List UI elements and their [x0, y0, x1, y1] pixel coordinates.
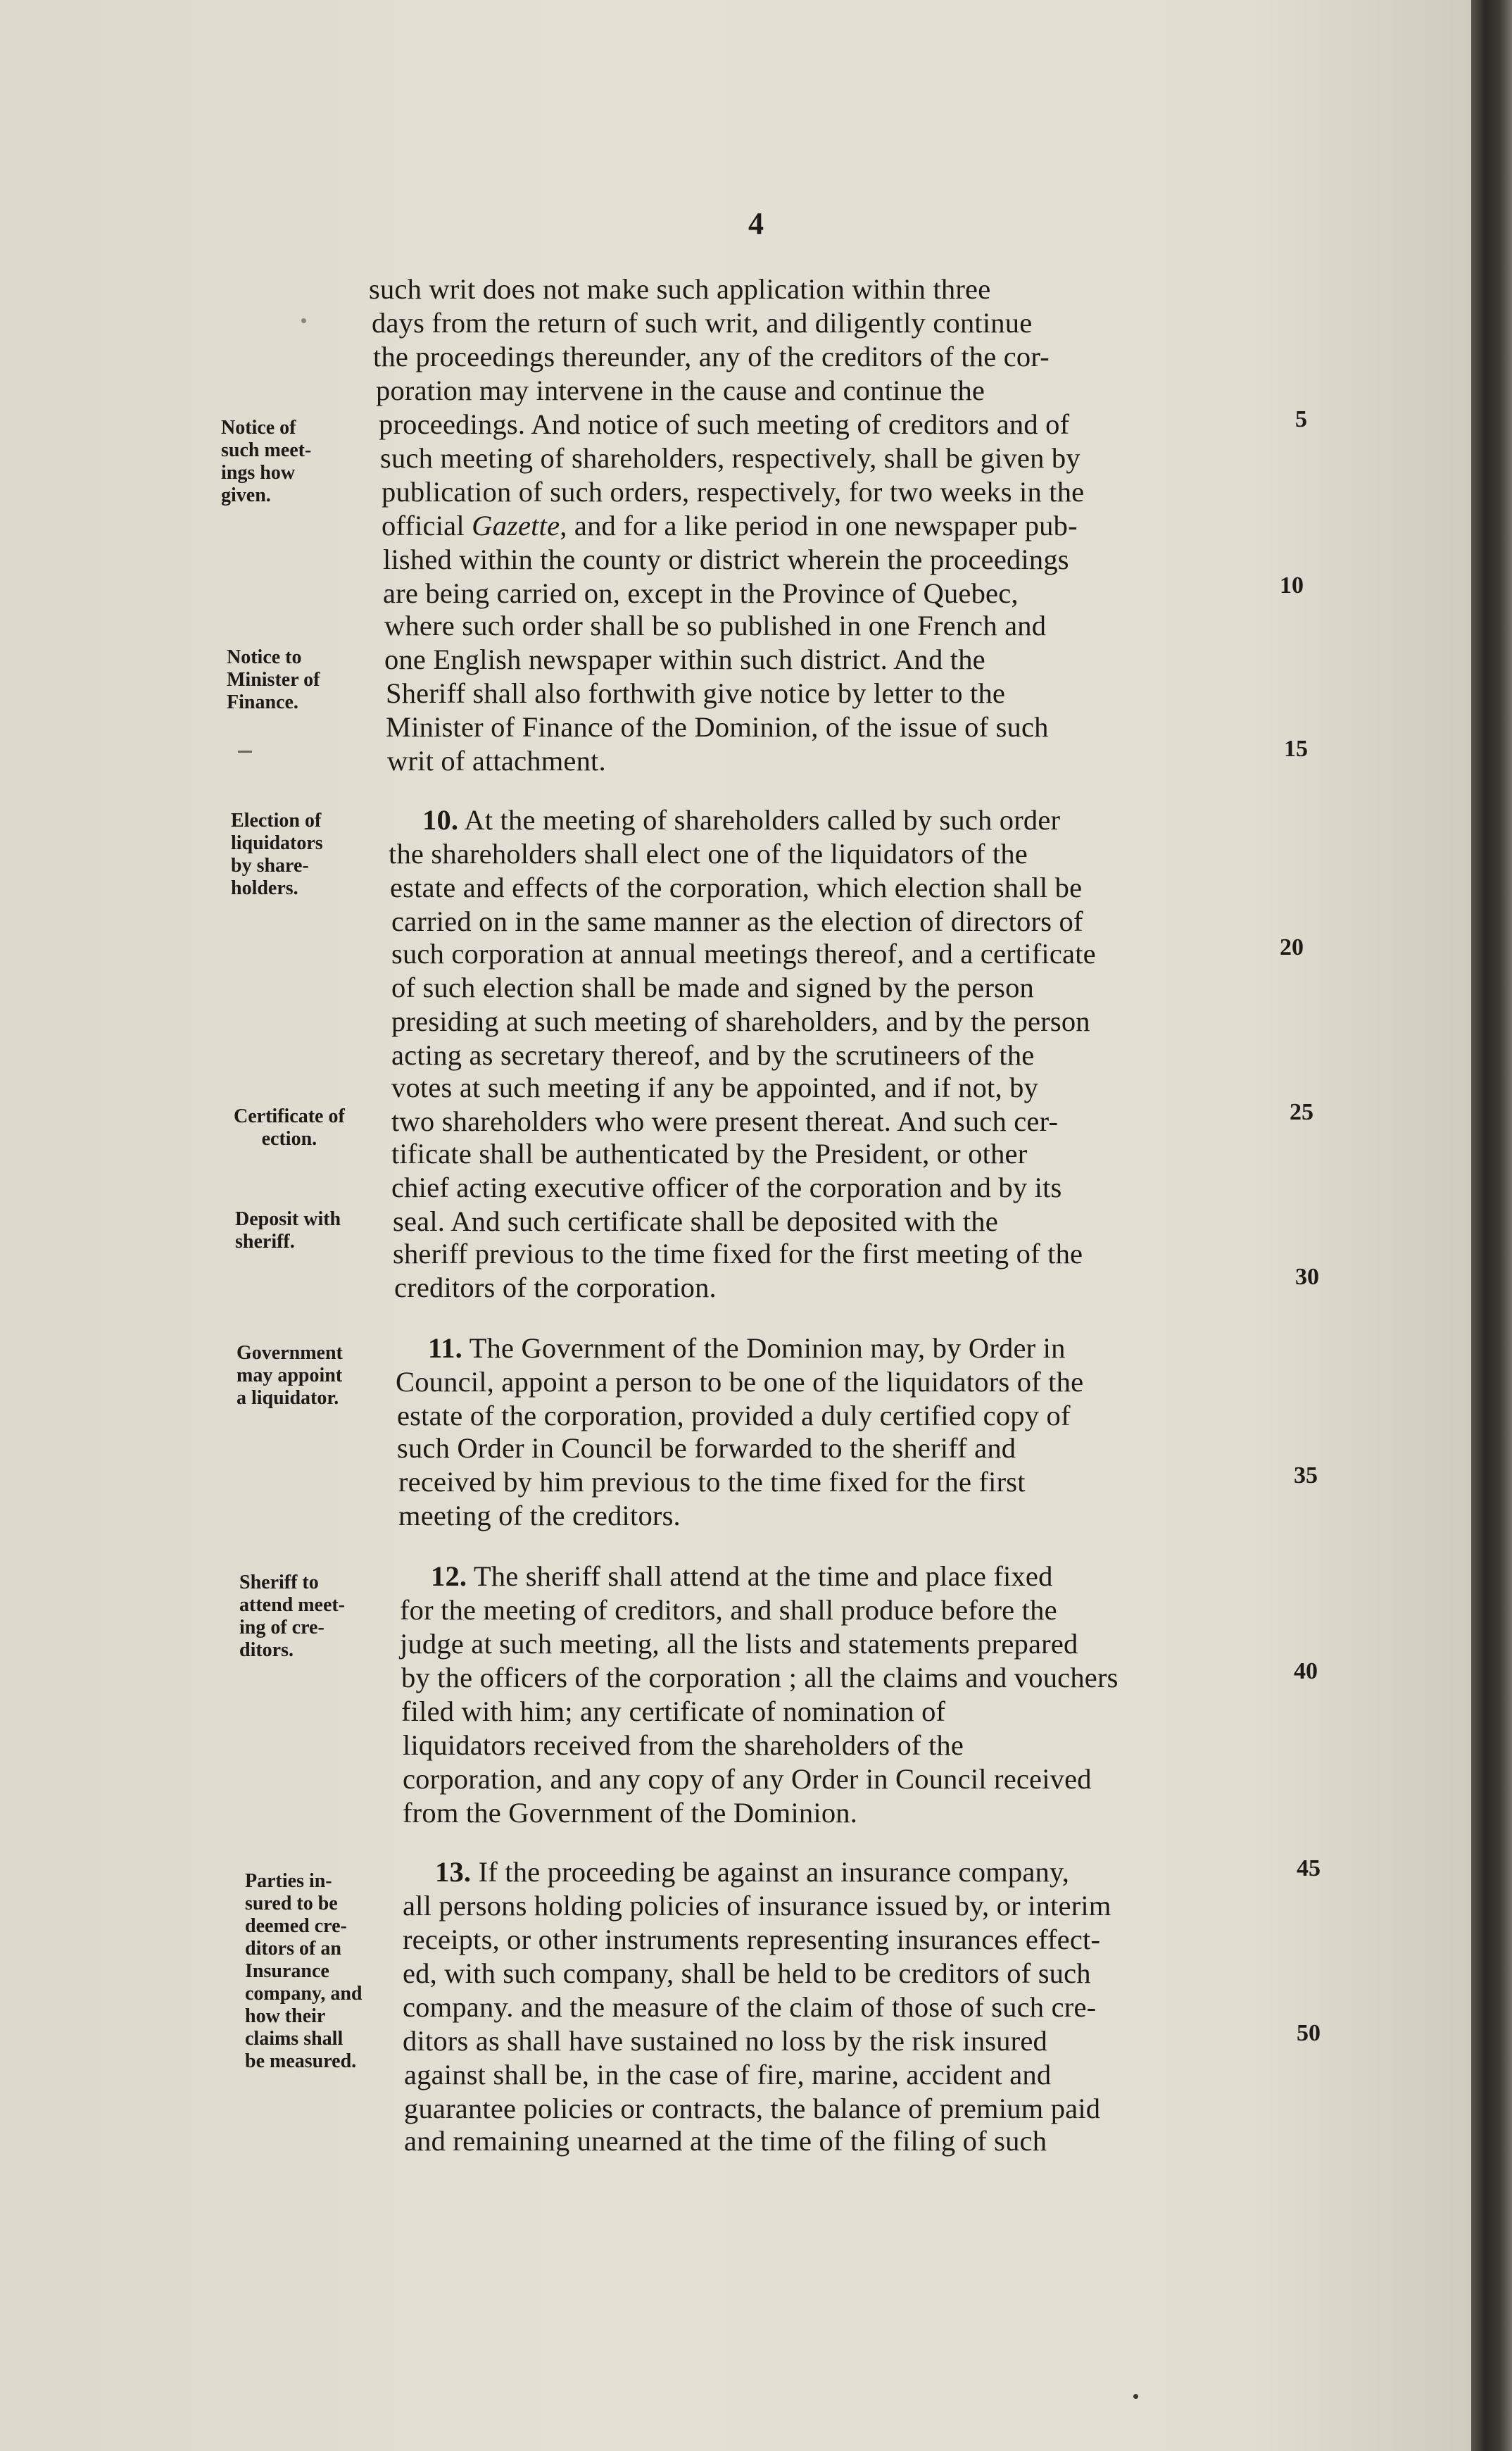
margin-note-notice-of-meetings: [221, 417, 311, 507]
body-line: acting as secretary thereof, and by the scrutineers of the: [391, 1039, 1035, 1071]
margin-note-line: a liquidator.: [237, 1387, 339, 1409]
body-line: by the officers of the corporation ; all the claims and vouchers: [401, 1662, 1119, 1693]
body-line: are being carried on, except in the Province of Quebec,: [383, 577, 1019, 609]
margin-note-line: Government: [237, 1342, 343, 1364]
body-line: chief acting executive officer of the corporation and by its: [391, 1172, 1062, 1203]
body-line-text: The Government of the Dominion may, by Order in: [469, 1332, 1066, 1364]
margin-note-line: ings how: [221, 462, 296, 484]
body-line: such meeting of shareholders, respectively, shall be given by: [380, 442, 1081, 474]
line-number: 20: [1280, 934, 1304, 960]
section-13-first-line: [435, 1856, 1069, 1888]
margin-note-line: deemed cre-: [245, 1915, 347, 1937]
body-line: meeting of the creditors.: [398, 1500, 681, 1531]
body-line: lished within the county or district wherein the proceedings: [383, 544, 1069, 575]
margin-note-line: given.: [221, 484, 271, 506]
body-line: received by him previous to the time fixed for the first: [398, 1466, 1026, 1498]
body-line: days from the return of such writ, and diligently continue: [372, 307, 1033, 339]
margin-note-line: attend meet-: [239, 1594, 346, 1616]
margin-note-line: liquidators: [231, 832, 323, 854]
section-12-first-line: [431, 1560, 1053, 1593]
body-line: liquidators received from the shareholders of the: [403, 1729, 964, 1761]
book-binding-edge: [1471, 0, 1512, 2451]
margin-note-line: Election of: [231, 810, 322, 832]
body-line: of such election shall be made and signed by the person: [391, 972, 1034, 1003]
body-line: such writ does not make such application within three: [369, 273, 991, 305]
scan-speck: [238, 751, 252, 753]
body-line: poration may intervene in the cause and continue the: [376, 375, 985, 406]
body-line: one English newspaper within such district. And the: [384, 644, 985, 675]
section-10-first-line: [422, 804, 1060, 836]
section-11-first-line: [428, 1332, 1066, 1365]
margin-note-line: such meet-: [221, 439, 312, 461]
margin-note-line: sheriff.: [235, 1231, 295, 1253]
body-line: filed with him; any certificate of nomination of: [401, 1695, 946, 1727]
margin-note-line: Sheriff to: [239, 1572, 319, 1593]
body-line: Sheriff shall also forthwith give notice by letter to the: [386, 677, 1006, 709]
section-number: 13.: [435, 1856, 472, 1888]
margin-note-election-of-liquidators: [231, 810, 323, 900]
body-line: ditors as shall have sustained no loss by the risk insured: [403, 2025, 1047, 2057]
body-line-text: The sheriff shall attend at the time and place fixed: [473, 1560, 1053, 1592]
margin-note-line: ing of cre-: [239, 1617, 325, 1638]
body-line: proceedings. And notice of such meeting of creditors and of: [379, 408, 1070, 440]
line-number: 15: [1284, 736, 1308, 762]
body-line: votes at such meeting if any be appointed, and if not, by: [391, 1072, 1039, 1103]
line-number: 50: [1297, 2020, 1321, 2046]
body-line: ed, with such company, shall be held to be creditors of such: [403, 1957, 1091, 1989]
margin-note-line: Minister of: [227, 669, 320, 691]
body-line: the proceedings thereunder, any of the creditors of the cor-: [373, 341, 1050, 372]
line-number: 25: [1290, 1099, 1313, 1125]
margin-note-line: Deposit with: [235, 1208, 341, 1230]
body-line: against shall be, in the case of fire, marine, accident and: [404, 2059, 1052, 2090]
line-number: 30: [1295, 1264, 1319, 1290]
margin-note-parties-insured: [245, 1870, 363, 2073]
margin-note-deposit-with-sheriff: [235, 1208, 341, 1253]
body-line: tificate shall be authenticated by the President, or other: [391, 1138, 1028, 1170]
body-line: the shareholders shall elect one of the liquidators of the: [389, 838, 1028, 870]
body-line-text: If the proceeding be against an insurance company,: [478, 1856, 1070, 1888]
section-number: 11.: [428, 1332, 462, 1364]
body-line: estate and effects of the corporation, which election shall be: [390, 872, 1083, 903]
margin-note-line: holders.: [231, 877, 298, 899]
scan-speck: [301, 318, 306, 323]
margin-note-line: ection.: [261, 1128, 317, 1150]
body-line: publication of such orders, respectively, for two weeks in the: [382, 476, 1085, 508]
body-line: for the meeting of creditors, and shall produce before the: [400, 1594, 1057, 1626]
margin-note-line: Notice of: [221, 417, 296, 439]
body-line: seal. And such certificate shall be deposited with the: [393, 1205, 998, 1237]
body-line-start: official: [382, 510, 472, 541]
margin-note-line: Parties in-: [245, 1870, 332, 1892]
body-line: judge at such meeting, all the lists and statements prepared: [400, 1628, 1078, 1660]
body-line: estate of the corporation, provided a duly certified copy of: [397, 1400, 1071, 1431]
margin-note-line: Certificate of: [234, 1105, 345, 1127]
line-number: 45: [1297, 1855, 1321, 1881]
line-number: 5: [1295, 406, 1307, 432]
body-line: where such order shall be so published in one French and: [384, 610, 1047, 641]
body-line: receipts, or other instruments representing insurances effect-: [403, 1924, 1101, 1955]
margin-note-line: claims shall: [245, 2028, 344, 2050]
margin-note-line: may appoint: [237, 1365, 343, 1386]
margin-note-line: by share-: [231, 855, 309, 877]
margin-note-line: sured to be: [245, 1893, 338, 1914]
scan-speck: [1133, 2394, 1138, 2399]
body-line: guarantee policies or contracts, the balance of premium paid: [404, 2093, 1101, 2124]
section-number: 10.: [422, 804, 459, 836]
margin-note-line: company, and: [245, 1983, 363, 2005]
margin-note-line: ditors.: [239, 1639, 294, 1661]
body-line: [382, 510, 1078, 542]
body-line-end: , and for a like period in one newspaper pub-: [560, 510, 1078, 541]
body-line: sheriff previous to the time fixed for the first meeting of the: [393, 1238, 1083, 1270]
line-number: 40: [1294, 1658, 1318, 1684]
gazette-italic: Gazette: [472, 510, 560, 541]
body-line: creditors of the corporation.: [394, 1272, 717, 1303]
margin-note-line: ditors of an: [245, 1938, 341, 1960]
margin-note-line: Notice to: [227, 646, 302, 668]
body-line: presiding at such meeting of shareholders, and by the person: [391, 1005, 1090, 1037]
margin-note-sheriff-to-attend: [239, 1572, 345, 1662]
body-line: corporation, and any copy of any Order in Council received: [403, 1763, 1092, 1795]
line-number: 35: [1294, 1462, 1318, 1488]
margin-note-government-may-appoint: [237, 1342, 343, 1410]
section-number: 12.: [431, 1560, 467, 1592]
margin-note-line: be measured.: [245, 2050, 357, 2072]
body-line: and remaining unearned at the time of the filing of such: [404, 2125, 1047, 2157]
body-line: from the Government of the Dominion.: [403, 1797, 858, 1829]
body-line: two shareholders who were present thereat. And such cer-: [391, 1105, 1059, 1137]
body-line: such Order in Council be forwarded to the sheriff and: [397, 1432, 1016, 1464]
margin-note-line: how their: [245, 2005, 326, 2027]
body-line-text: At the meeting of shareholders called by such order: [464, 804, 1061, 836]
margin-note-certificate-of-election: [234, 1105, 345, 1151]
body-line: Minister of Finance of the Dominion, of the issue of such: [386, 711, 1049, 743]
margin-note-notice-to-minister: [227, 646, 320, 714]
margin-note-line: Insurance: [245, 1960, 329, 1982]
line-number: 10: [1280, 572, 1304, 598]
body-line: company. and the measure of the claim of those of such cre-: [403, 1991, 1097, 2023]
body-line: carried on in the same manner as the election of directors of: [391, 905, 1083, 937]
body-line: such corporation at annual meetings thereof, and a certificate: [391, 938, 1096, 970]
margin-note-line: Finance.: [227, 691, 298, 713]
page-number: 4: [748, 206, 764, 241]
body-line: Council, appoint a person to be one of the liquidators of the: [396, 1366, 1084, 1398]
body-line: all persons holding policies of insurance issued by, or interim: [403, 1890, 1111, 1922]
body-line: writ of attachment.: [387, 745, 606, 777]
